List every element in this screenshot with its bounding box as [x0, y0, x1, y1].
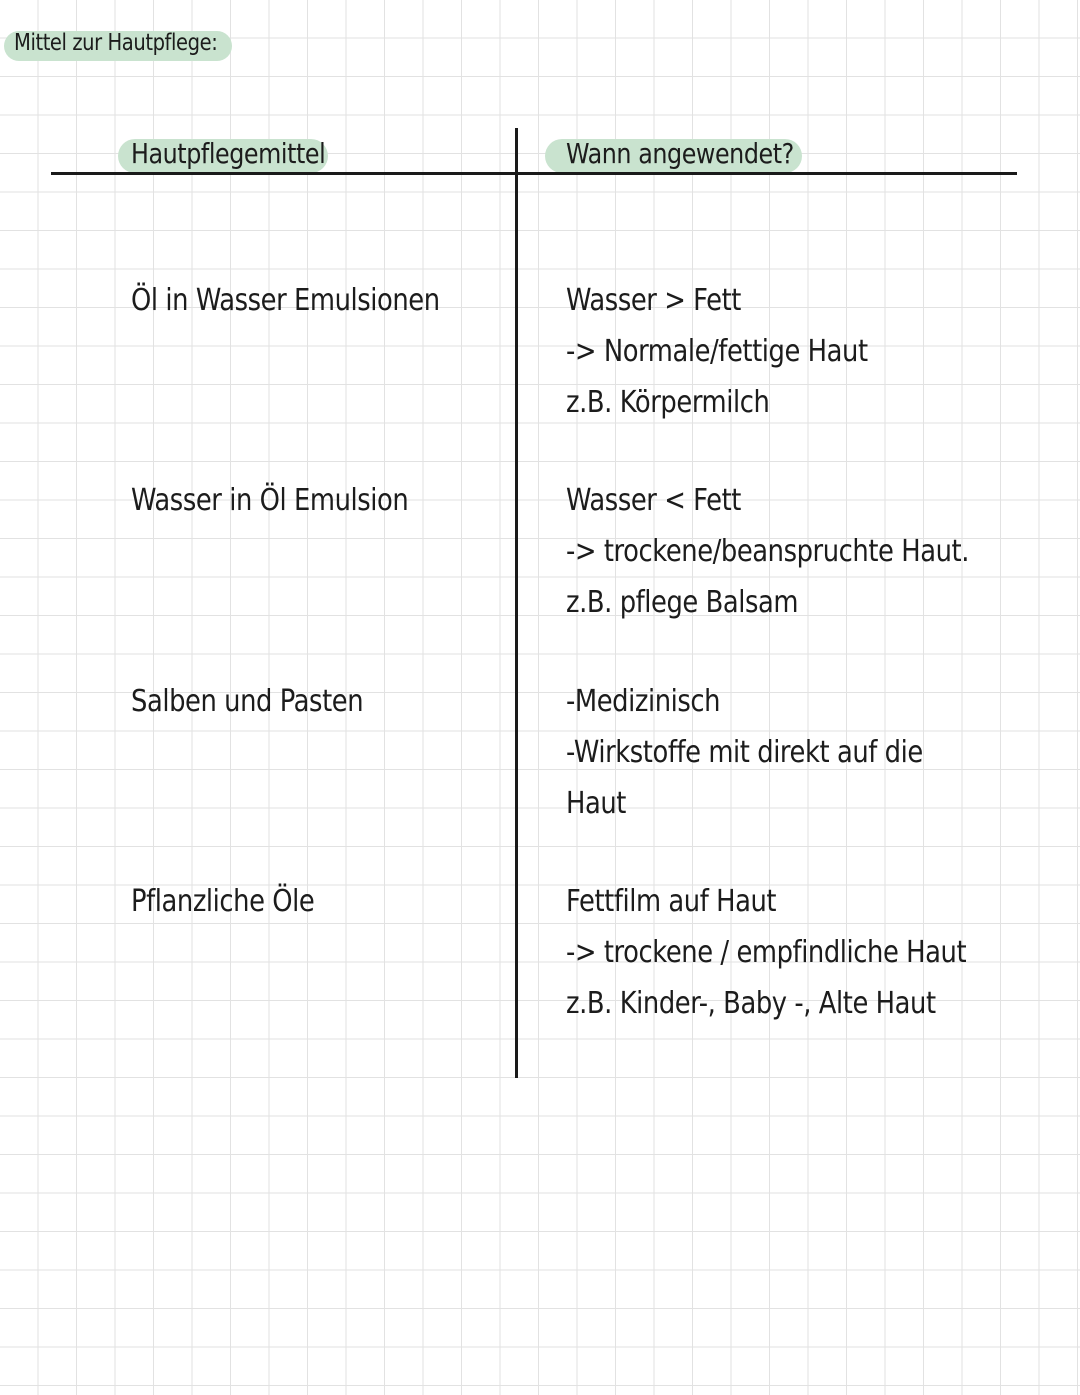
table-horizontal-rule — [51, 172, 1017, 175]
row-detail-line: Haut — [566, 786, 626, 821]
row-detail-line: -Medizinisch — [566, 684, 721, 719]
table-vertical-rule — [515, 128, 518, 1078]
column-header-skincare-product: Hautpflegemittel — [131, 137, 326, 170]
row-detail-line: -> trockene/beanspruchte Haut. — [566, 534, 969, 569]
row-detail-line: Fettfilm auf Haut — [566, 884, 777, 919]
page-title: Mittel zur Hautpflege: — [14, 30, 218, 56]
row-product-name: Wasser in Öl Emulsion — [131, 483, 409, 518]
row-detail-line: -> Normale/fettige Haut — [566, 334, 868, 369]
column-header-when-applied: Wann angewendet? — [566, 137, 794, 170]
row-detail-line: z.B. Körpermilch — [566, 385, 770, 420]
row-detail-line: -Wirkstoffe mit direkt auf die — [566, 735, 923, 770]
row-product-name: Salben und Pasten — [131, 684, 364, 719]
row-detail-line: Wasser < Fett — [566, 483, 742, 518]
row-product-name: Öl in Wasser Emulsionen — [131, 283, 440, 318]
row-detail-line: Wasser > Fett — [566, 283, 742, 318]
row-detail-line: z.B. Kinder-, Baby -, Alte Haut — [566, 986, 936, 1021]
row-product-name: Pflanzliche Öle — [131, 884, 315, 919]
row-detail-line: -> trockene / empfindliche Haut — [566, 935, 967, 970]
row-detail-line: z.B. pflege Balsam — [566, 585, 799, 620]
